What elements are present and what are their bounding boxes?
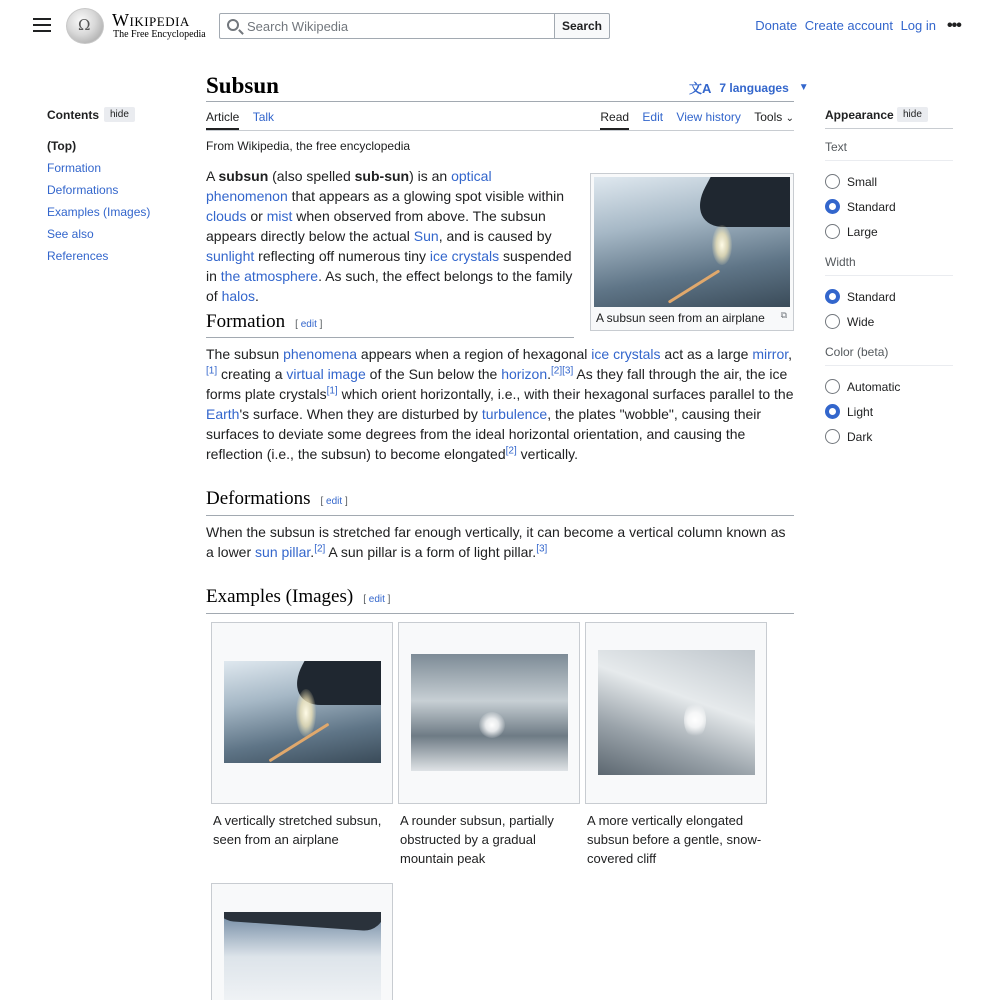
toc-item-formation[interactable]: Formation [47,161,102,175]
radio-icon [825,224,840,239]
link-virtual-image[interactable]: virtual image [286,366,366,382]
option-label: Dark [847,429,873,444]
edit-section-link[interactable]: [ edit ] [320,496,348,507]
ellipsis-icon[interactable]: ••• [947,17,961,34]
option-label: Wide [847,314,875,329]
lead-paragraph: A subsun (also spelled sub-sun) is an optical phenomenon that appears as a glowing spot visible within clouds or mist when observed from above. The subsun appears directly below the actual Sun, and is caused by sunlight reflecting off numerous tiny ice crystals suspended in the atmosphere. As such, the effect belongs to the family of halos. [206,168,573,304]
radio-selected-icon [825,404,840,419]
logo-tagline: The Free Encyclopedia [113,29,206,40]
radio-selected-icon [825,289,840,304]
link-earth[interactable]: Earth [206,406,240,422]
ref-link[interactable]: [2] [505,445,517,457]
gallery-caption: A rounder subsun, partially obstructed by a gradual mountain peak [400,813,554,866]
gallery-caption: A vertically stretched subsun, seen from an airplane [213,813,382,847]
link-ice-crystals[interactable]: ice crystals [591,346,661,362]
subsun-spot [684,702,706,738]
link-atmosphere[interactable]: the atmosphere [220,268,319,284]
gallery-caption: A more vertically elongated subsun before a gentle, snow-covered cliff [587,813,762,866]
section-heading-deformations [206,488,348,510]
link-turbulence[interactable]: turbulence [481,406,548,422]
radio-icon [825,174,840,189]
link-phenomena[interactable]: phenomena [283,346,358,362]
infobox-image [590,173,794,331]
image-caption-text: A subsun seen from an airplane [596,311,765,325]
option-label: Large [847,224,878,239]
table-of-contents [47,108,175,270]
color-label: Color (beta) [825,345,889,359]
gallery-item [211,883,393,1000]
toc-hide-button[interactable]: hide [104,107,135,122]
link-halos[interactable]: halos [221,288,256,304]
toc-item-top[interactable]: (Top) [47,139,77,153]
link-sunlight[interactable]: sunlight [206,248,255,264]
gallery-item [585,622,767,804]
log-in-link[interactable]: Log in [900,18,936,33]
width-wide-option[interactable] [825,309,953,334]
option-label: Standard [847,199,896,214]
language-count: 7 languages [719,80,789,95]
heading-text: Deformations [206,488,311,509]
toc-title [47,108,175,124]
tab-talk[interactable]: Talk [252,110,275,124]
image-caption [594,307,790,325]
radio-icon [825,379,840,394]
create-account-link[interactable]: Create account [804,18,893,33]
user-links [751,18,936,33]
text-size-small-option[interactable] [825,169,953,194]
ref-link[interactable]: [3] [562,365,574,377]
gallery-image-cliff[interactable] [598,650,755,775]
heading-text: Formation [206,311,286,332]
gallery-item [398,622,580,804]
text-size-large-option[interactable] [825,219,953,244]
radio-icon [825,314,840,329]
language-button[interactable] [689,78,809,97]
appearance-title-text: Appearance [825,108,894,122]
option-label: Standard [847,289,896,304]
link-optical-phenomenon[interactable]: optical phenomenon [206,168,492,204]
toc-title-text: Contents [47,108,99,122]
appearance-panel [825,108,953,449]
gallery-image-airplane[interactable] [224,661,381,763]
sun-glint [712,225,732,265]
tab-read[interactable]: Read [600,110,629,130]
appearance-hide-button[interactable]: hide [897,107,928,122]
toc-item-deformations[interactable]: Deformations [47,183,119,197]
airplane-wing [224,912,381,932]
toc-item-references[interactable]: References [47,249,109,263]
tab-view-history[interactable]: View history [676,110,741,124]
wikipedia-logo[interactable] [66,8,206,44]
gallery-item [211,622,393,804]
sun-glint [296,689,316,737]
section-heading-examples [206,586,390,608]
subsun-spot [479,712,505,738]
width-label: Width [825,255,856,269]
ref-link[interactable]: [3] [536,543,548,555]
appearance-title [825,108,953,124]
edit-section-link[interactable]: [ edit ] [363,594,391,605]
link-sun-pillar[interactable]: sun pillar [255,544,311,560]
formation-paragraph: The subsun phenomena appears when a region of hexagonal ice crystals act as a large mirror,[1] creating a virtual image of the Sun below the horizon.[2][3] As they fall through the air, the ice forms plate crystals[1] which orient horizontally, i.e., with their hexagonal surfaces parallel to the Earth's surface. When they are disturbed by turbulence, the plates "wobble", causing their surfaces to deviate some degrees from the ideal horizontal orientation, and causing the reflection (i.e., the subsun) to become elongated[2] vertically. [206,346,794,462]
main-menu-button[interactable] [33,18,51,32]
ref-link[interactable]: [1] [206,365,218,377]
edit-section-link[interactable]: [ edit ] [295,319,323,330]
heading-text: Examples (Images) [206,586,354,607]
subsun-airplane-photo[interactable] [594,177,790,307]
deformations-paragraph: When the subsun is stretched far enough vertically, it can become a vertical column known as a lower sun pillar.[2] A sun pillar is a form of light pillar.[3] [206,524,786,560]
chevron-down-icon: ▼ [798,82,809,93]
tagline: From Wikipedia, the free encyclopedia [206,139,411,153]
option-label: Automatic [847,379,901,394]
view-tabs [590,110,794,130]
text-size-label: Text [825,140,848,154]
tools-label: Tools [754,110,783,124]
gallery-image-mountain[interactable] [411,654,568,771]
search-icon [227,19,239,31]
logo-wordmark: Wikipedia [112,10,190,30]
chevron-down-icon: ⌄ [785,113,794,124]
link-horizon[interactable]: horizon [501,366,548,382]
enlarge-icon[interactable]: ⧉ [780,310,787,320]
section-heading-formation [206,311,322,333]
search-box [219,13,555,39]
radio-selected-icon [825,199,840,214]
search-button[interactable]: Search [554,13,610,39]
ref-link[interactable]: [2] [551,365,563,377]
tab-article[interactable]: Article [206,110,239,130]
link-mirror[interactable]: mirror [752,346,789,362]
color-dark-option[interactable] [825,424,953,449]
ref-link[interactable]: [1] [326,385,338,397]
search-input[interactable] [247,17,547,35]
namespace-tabs [206,110,284,130]
tools-menu[interactable] [754,110,794,130]
link-ice-crystals[interactable]: ice crystals [429,248,500,264]
color-light-option[interactable] [825,399,953,424]
color-automatic-option[interactable] [825,374,953,399]
toc-item-examples[interactable]: Examples (Images) [47,205,151,219]
link-clouds[interactable]: clouds [206,208,247,224]
link-sun[interactable]: Sun [413,228,439,244]
donate-link[interactable]: Donate [755,18,798,33]
airplane-wing [281,661,381,705]
option-label: Small [847,174,878,189]
radio-icon [825,429,840,444]
toc-item-see-also[interactable]: See also [47,227,94,241]
link-mist[interactable]: mist [266,208,293,224]
gallery-image-clouds[interactable] [224,912,381,1000]
text-size-standard-option[interactable] [825,194,953,219]
ref-link[interactable]: [2] [314,543,326,555]
river-line [668,269,720,303]
airplane-wing [684,177,790,227]
translate-icon: 文A [689,81,712,96]
width-standard-option[interactable] [825,284,953,309]
page-title: Subsun [206,73,279,98]
option-label: Light [847,404,874,419]
wikipedia-globe-icon [66,8,104,44]
tab-edit[interactable]: Edit [642,110,664,124]
